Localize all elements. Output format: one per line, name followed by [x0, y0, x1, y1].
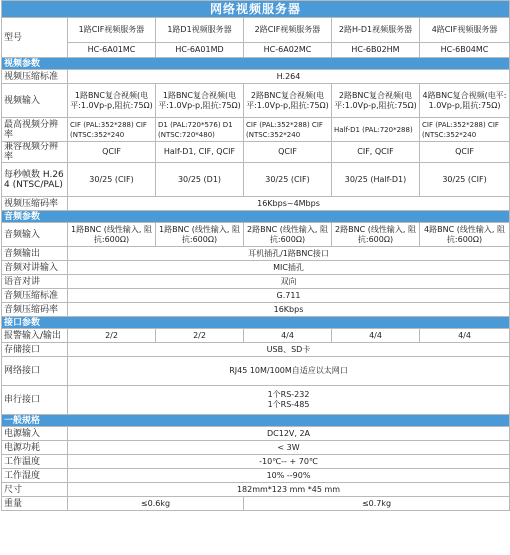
spec-row [2, 197, 510, 211]
model-code-row [2, 43, 510, 58]
model-code: HC-6A01MC [68, 43, 156, 58]
model-code: HC-6B04MC [420, 43, 510, 58]
row-value: 1路BNC复合视频(电平:1.0Vp-p,阻抗:75Ω) [156, 84, 244, 118]
row-value: < 3W [68, 441, 510, 455]
row-value: 30/25 (CIF) [68, 163, 156, 197]
row-label: 串行接口 [2, 386, 68, 415]
row-value: QCIF [68, 142, 156, 163]
row-value: 10% --90% [68, 469, 510, 483]
spec-row [2, 357, 510, 386]
row-value: 30/25 (Half-D1) [332, 163, 420, 197]
row-value: 2路BNC复合视频(电平:1.0Vp-p,阻抗:75Ω) [332, 84, 420, 118]
row-label: 最高视频分辨率 [2, 118, 68, 142]
row-label: 音频对讲输入 [2, 261, 68, 275]
row-value: 双向 [68, 275, 510, 289]
row-value: ≤0.7kg [244, 497, 510, 511]
row-value: 2路BNC复合视频(电平:1.0Vp-p,阻抗:75Ω) [244, 84, 332, 118]
spec-row [2, 427, 510, 441]
row-value: 1路BNC (线性输入, 阻抗:600Ω) [68, 223, 156, 247]
row-label: 电源输入 [2, 427, 68, 441]
row-value: -10℃-- + 70℃ [68, 455, 510, 469]
spec-row [2, 261, 510, 275]
row-value: MIC插孔 [68, 261, 510, 275]
row-value: 30/25 (CIF) [420, 163, 510, 197]
row-value [68, 386, 510, 415]
row-value: 1路BNC复合视频(电平:1.0Vp-p,阻抗:75Ω) [68, 84, 156, 118]
row-value: RJ45 10M/100M自适应以太网口 [68, 357, 510, 386]
row-value: 2/2 [68, 329, 156, 343]
page-title: 网络视频服务器 [2, 1, 510, 18]
serial-rs232: 1个RS-232 [267, 390, 310, 399]
row-value: 4/4 [332, 329, 420, 343]
spec-table [1, 0, 510, 511]
row-value: CIF (PAL:352*288) CIF (NTSC:352*240 [68, 118, 156, 142]
row-value: 4路BNC (线性输入, 阻抗:600Ω) [420, 223, 510, 247]
row-label: 工作湿度 [2, 469, 68, 483]
spec-row [2, 70, 510, 84]
section-audio: 音频参数 [2, 211, 510, 223]
spec-row [2, 497, 510, 511]
row-value: USB、SD卡 [68, 343, 510, 357]
row-value: QCIF [244, 142, 332, 163]
spec-row [2, 329, 510, 343]
row-value: CIF (PAL:352*288) CIF (NTSC:352*240 [244, 118, 332, 142]
model-code: HC-6B02HM [332, 43, 420, 58]
row-label: 网络接口 [2, 357, 68, 386]
section-row [2, 58, 510, 70]
row-label: 工作温度 [2, 455, 68, 469]
row-value: 4路BNC复合视频(电平:1.0Vp-p,阻抗:75Ω) [420, 84, 510, 118]
row-value: CIF (PAL:352*288) CIF (NTSC:352*240 [420, 118, 510, 142]
row-value: QCIF [420, 142, 510, 163]
row-value: 2路BNC (线性输入, 阻抗:600Ω) [332, 223, 420, 247]
row-value: 16Kbps~4Mbps [68, 197, 510, 211]
model-label: 型号 [2, 18, 68, 58]
section-video: 视频参数 [2, 58, 510, 70]
row-label: 音频输入 [2, 223, 68, 247]
row-value: 耳机插孔/1路BNC接口 [68, 247, 510, 261]
title-row [2, 1, 510, 18]
row-value: Half-D1, CIF, QCIF [156, 142, 244, 163]
spec-row [2, 455, 510, 469]
row-label: 音频输出 [2, 247, 68, 261]
row-label: 音频压缩标准 [2, 289, 68, 303]
row-label: 兼容视频分辨率 [2, 142, 68, 163]
row-value: Half-D1 (PAL:720*288) [332, 118, 420, 142]
row-label: 语音对讲 [2, 275, 68, 289]
row-value: ≤0.6kg [68, 497, 244, 511]
row-value: 4/4 [244, 329, 332, 343]
model-name: 4路CIF视频服务器 [420, 18, 510, 43]
serial-rs485: 1个RS-485 [267, 400, 310, 409]
spec-row [2, 343, 510, 357]
spec-row [2, 441, 510, 455]
spec-row [2, 118, 510, 142]
spec-row [2, 386, 510, 415]
row-label: 音频压缩码率 [2, 303, 68, 317]
row-value: 2/2 [156, 329, 244, 343]
model-name: 1路CIF视频服务器 [68, 18, 156, 43]
row-value: 16Kbps [68, 303, 510, 317]
row-value: G.711 [68, 289, 510, 303]
spec-row [2, 163, 510, 197]
model-name: 1路D1视频服务器 [156, 18, 244, 43]
row-value: DC12V, 2A [68, 427, 510, 441]
model-name-row [2, 18, 510, 43]
row-value: 1路BNC (线性输入, 阻抗:600Ω) [156, 223, 244, 247]
section-general: 一般规格 [2, 415, 510, 427]
row-label: 视频输入 [2, 84, 68, 118]
spec-row [2, 142, 510, 163]
spec-row [2, 303, 510, 317]
row-label: 重量 [2, 497, 68, 511]
row-value: 4/4 [420, 329, 510, 343]
spec-row [2, 84, 510, 118]
row-label: 电源功耗 [2, 441, 68, 455]
model-code: HC-6A01MD [156, 43, 244, 58]
spec-row [2, 247, 510, 261]
row-label: 视频压缩标准 [2, 70, 68, 84]
row-label: 每秒帧数 H.264 (NTSC/PAL) [2, 163, 68, 197]
spec-row [2, 483, 510, 497]
row-label: 报警输入/输出 [2, 329, 68, 343]
row-value: 2路BNC (线性输入, 阻抗:600Ω) [244, 223, 332, 247]
section-row [2, 211, 510, 223]
row-value: 30/25 (D1) [156, 163, 244, 197]
spec-row [2, 289, 510, 303]
row-value: H.264 [68, 70, 510, 84]
spec-row [2, 469, 510, 483]
section-row [2, 415, 510, 427]
spec-row [2, 223, 510, 247]
row-label: 视频压缩码率 [2, 197, 68, 211]
row-label: 尺寸 [2, 483, 68, 497]
row-value: 30/25 (CIF) [244, 163, 332, 197]
section-interface: 接口参数 [2, 317, 510, 329]
row-value: 182mm*123 mm *45 mm [68, 483, 510, 497]
model-code: HC-6A02MC [244, 43, 332, 58]
row-value: CIF, QCIF [332, 142, 420, 163]
model-name: 2路CIF视频服务器 [244, 18, 332, 43]
row-label: 存储接口 [2, 343, 68, 357]
model-name: 2路H-D1视频服务器 [332, 18, 420, 43]
section-row [2, 317, 510, 329]
spec-row [2, 275, 510, 289]
row-value: D1 (PAL:720*576) D1 (NTSC:720*480) [156, 118, 244, 142]
